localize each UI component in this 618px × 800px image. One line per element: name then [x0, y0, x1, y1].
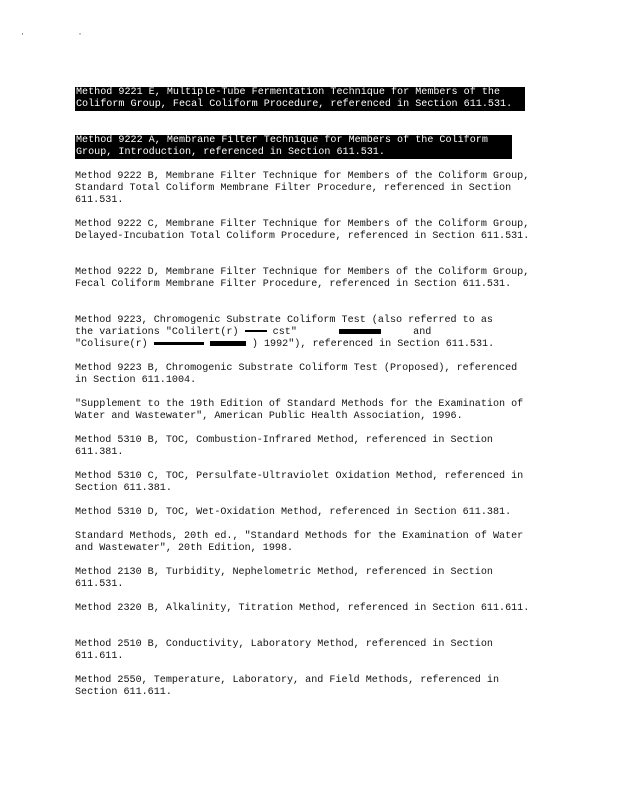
scan-specks: · · — [20, 30, 107, 39]
reference-entry-9222d: Method 9222 D, Membrane Filter Technique for Members of the Coliform Group, Fecal Coliform Membrane Filter Procedure, referenced in Section 611.531. — [75, 267, 530, 290]
entry-text: "Colisure(r) — [75, 338, 148, 350]
reference-entry-9221e: Method 9221 E, Multiple-Tube Fermentation Technique for Members of the Coliform Group, Fecal Coliform Procedure, referenced in Section 611.531. — [75, 87, 525, 111]
reference-entry-2510b: Method 2510 B, Conductivity, Laboratory Method, referenced in Section 611.611. — [75, 639, 493, 662]
entry-text: and — [413, 326, 432, 338]
entry-text: ) 1992"), referenced in Section 611.531. — [251, 338, 495, 350]
reference-entry-supplement: "Supplement to the 19th Edition of Standard Methods for the Examination of Water and Wastewater", American Public Health Association, 1996. — [75, 399, 524, 422]
entry-line — [75, 327, 535, 339]
redaction-mark — [339, 329, 381, 334]
redaction-mark — [210, 341, 246, 346]
reference-entry-9223 — [75, 315, 535, 351]
entry-line — [75, 339, 535, 351]
entry-text: the variations "Colilert(r) — [75, 326, 239, 338]
reference-entry-9222c: Method 9222 C, Membrane Filter Technique for Members of the Coliform Group, Delayed-Incubation Total Coliform Procedure, referenced in Section 611.531. — [75, 219, 530, 242]
reference-entry-5310b: Method 5310 B, TOC, Combustion-Infrared Method, referenced in Section 611.381. — [75, 435, 493, 458]
reference-entry-2130b: Method 2130 B, Turbidity, Nephelometric Method, referenced in Section 611.531. — [75, 567, 493, 590]
entry-text: cst" — [272, 326, 297, 338]
reference-entry-9222a: Method 9222 A, Membrane Filter Technique for Members of the Coliform Group, Introduction, referenced in Section 611.531. — [75, 135, 512, 159]
reference-entry-2550: Method 2550, Temperature, Laboratory, and Field Methods, referenced in Section 611.611. — [75, 675, 500, 698]
reference-entry-standard-methods: Standard Methods, 20th ed., "Standard Methods for the Examination of Water and Wastewater", 20th Edition, 1998. — [75, 531, 524, 554]
strikeout-mark — [245, 330, 267, 332]
reference-entry-2320b: Method 2320 B, Alkalinity, Titration Method, referenced in Section 611.611. — [75, 603, 530, 614]
strikeout-mark — [154, 342, 204, 345]
reference-entry-9223b: Method 9223 B, Chromogenic Substrate Coliform Test (Proposed), referenced in Section 611.1004. — [75, 363, 518, 386]
reference-entry-5310c: Method 5310 C, TOC, Persulfate-Ultraviolet Oxidation Method, referenced in Section 611.381. — [75, 471, 524, 494]
reference-entry-9222b: Method 9222 B, Membrane Filter Technique for Members of the Coliform Group, Standard Total Coliform Membrane Filter Procedure, referenced in Section 611.531. — [75, 171, 530, 206]
reference-entry-5310d: Method 5310 D, TOC, Wet-Oxidation Method, referenced in Section 611.381. — [75, 507, 512, 518]
entry-line: Method 9223, Chromogenic Substrate Coliform Test (also referred to as — [75, 315, 493, 326]
